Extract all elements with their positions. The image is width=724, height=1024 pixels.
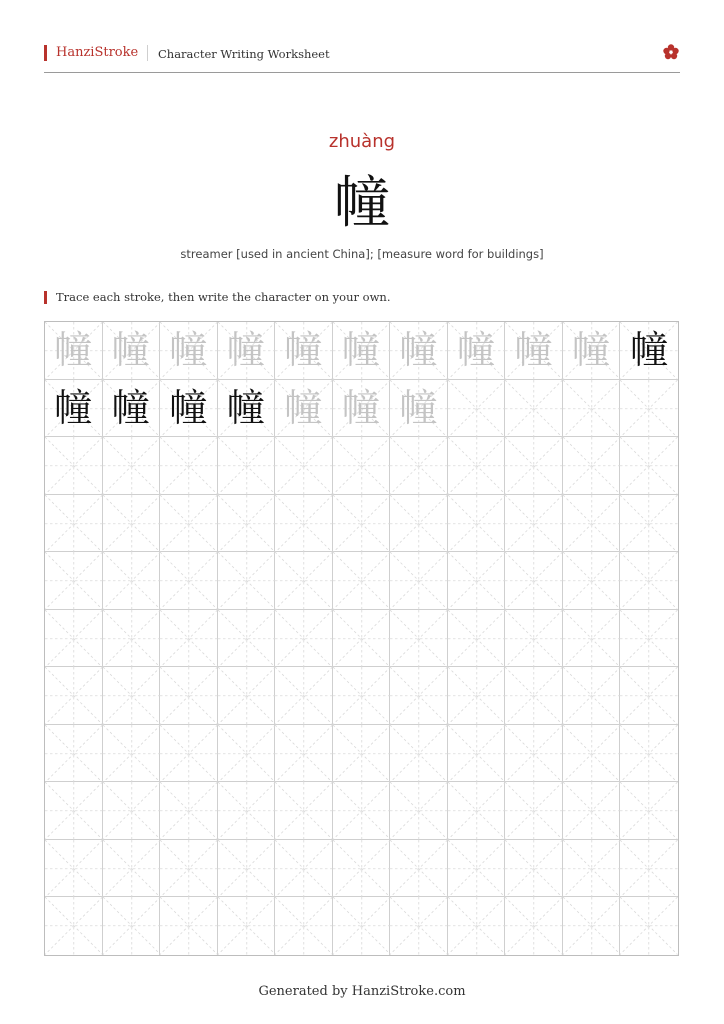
cell-guide-lines: [563, 840, 621, 898]
practice-cell[interactable]: [160, 495, 218, 553]
worksheet-header: [44, 43, 680, 65]
cell-guide-lines: [333, 725, 391, 783]
practice-cell[interactable]: [275, 782, 333, 840]
cell-guide-lines: [505, 495, 563, 553]
cell-guide-lines: [45, 610, 103, 668]
cell-guide-lines: [333, 610, 391, 668]
cell-guide-lines: [45, 725, 103, 783]
practice-cell[interactable]: [160, 897, 218, 955]
plum-blossom-icon: [662, 43, 680, 61]
practice-cell[interactable]: [390, 667, 448, 725]
header-separator: [147, 45, 148, 61]
trace-character: 幢: [169, 328, 208, 372]
cell-guide-lines: [620, 437, 678, 495]
cell-guide-lines: [160, 782, 218, 840]
cell-guide-lines: [390, 610, 448, 668]
cell-guide-lines: [218, 782, 276, 840]
cell-guide-lines: [448, 552, 506, 610]
practice-cell[interactable]: [448, 610, 506, 668]
practice-grid: [44, 321, 679, 956]
trace-character: 幢: [341, 328, 380, 372]
cell-guide-lines: [620, 840, 678, 898]
cell-guide-lines: [563, 897, 621, 955]
cell-guide-lines: [563, 610, 621, 668]
practice-cell[interactable]: [275, 725, 333, 783]
practice-cell[interactable]: [103, 322, 161, 380]
practice-cell[interactable]: [333, 897, 391, 955]
cell-guide-lines: [45, 437, 103, 495]
practice-cell[interactable]: [45, 322, 103, 380]
stroke-order-character: 幢: [169, 385, 208, 430]
trace-character: 幢: [457, 328, 496, 372]
cell-guide-lines: [390, 782, 448, 840]
practice-cell[interactable]: [218, 610, 276, 668]
cell-guide-lines: [275, 610, 333, 668]
practice-cell[interactable]: [275, 380, 333, 438]
practice-cell[interactable]: [333, 782, 391, 840]
practice-cell[interactable]: [333, 437, 391, 495]
cell-guide-lines: [275, 897, 333, 955]
practice-cell[interactable]: [333, 495, 391, 553]
character-meaning: streamer [used in ancient China]; [measure word for buildings]: [180, 247, 544, 261]
practice-cell[interactable]: [218, 495, 276, 553]
practice-cell[interactable]: [45, 437, 103, 495]
practice-cell[interactable]: [333, 725, 391, 783]
practice-cell[interactable]: [390, 437, 448, 495]
cell-guide-lines: [333, 495, 391, 553]
cell-guide-lines: [160, 725, 218, 783]
trace-character: 幢: [341, 385, 380, 430]
practice-cell[interactable]: [275, 610, 333, 668]
practice-cell[interactable]: [390, 495, 448, 553]
practice-cell[interactable]: [45, 667, 103, 725]
cell-guide-lines: [620, 380, 678, 438]
practice-cell[interactable]: [218, 380, 276, 438]
practice-cell[interactable]: [620, 725, 678, 783]
practice-cell[interactable]: [45, 610, 103, 668]
cell-guide-lines: [448, 840, 506, 898]
practice-cell[interactable]: [620, 610, 678, 668]
cell-guide-lines: [45, 782, 103, 840]
practice-cell[interactable]: [45, 725, 103, 783]
practice-cell[interactable]: [563, 667, 621, 725]
cell-guide-lines: [103, 437, 161, 495]
cell-guide-lines: [333, 840, 391, 898]
trace-character: 幢: [572, 328, 611, 372]
practice-cell[interactable]: [103, 610, 161, 668]
practice-cell[interactable]: [103, 897, 161, 955]
practice-cell[interactable]: [505, 322, 563, 380]
cell-guide-lines: [218, 495, 276, 553]
cell-guide-lines: [620, 782, 678, 840]
practice-cell[interactable]: [563, 897, 621, 955]
cell-guide-lines: [448, 380, 506, 438]
main-character: 幢: [334, 171, 390, 236]
practice-cell[interactable]: [448, 322, 506, 380]
header-rule: [44, 72, 680, 73]
practice-cell[interactable]: [448, 437, 506, 495]
practice-cell[interactable]: [103, 552, 161, 610]
practice-cell[interactable]: [45, 495, 103, 553]
practice-cell[interactable]: [620, 782, 678, 840]
practice-cell[interactable]: [390, 380, 448, 438]
trace-character: 幢: [284, 328, 323, 372]
cell-guide-lines: [160, 897, 218, 955]
practice-cell[interactable]: [620, 897, 678, 955]
cell-guide-lines: [448, 725, 506, 783]
trace-character: 幢: [514, 328, 553, 372]
cell-guide-lines: [620, 725, 678, 783]
practice-cell[interactable]: [275, 495, 333, 553]
cell-guide-lines: [333, 897, 391, 955]
practice-cell[interactable]: [620, 322, 678, 380]
cell-guide-lines: [448, 782, 506, 840]
stroke-order-character: 幢: [630, 328, 669, 372]
stroke-order-character: 幢: [226, 385, 265, 430]
practice-cell[interactable]: [218, 322, 276, 380]
practice-cell[interactable]: [563, 437, 621, 495]
practice-cell[interactable]: [160, 840, 218, 898]
practice-cell[interactable]: [390, 782, 448, 840]
cell-guide-lines: [505, 782, 563, 840]
cell-guide-lines: [390, 897, 448, 955]
practice-cell[interactable]: [390, 840, 448, 898]
cell-guide-lines: [505, 897, 563, 955]
cell-guide-lines: [45, 840, 103, 898]
practice-cell[interactable]: [103, 782, 161, 840]
cell-guide-lines: [103, 725, 161, 783]
cell-guide-lines: [390, 725, 448, 783]
cell-guide-lines: [448, 437, 506, 495]
practice-cell[interactable]: [45, 552, 103, 610]
practice-cell[interactable]: [448, 840, 506, 898]
practice-cell[interactable]: [160, 437, 218, 495]
practice-cell[interactable]: [505, 552, 563, 610]
accent-bar: [44, 45, 47, 61]
cell-guide-lines: [45, 495, 103, 553]
cell-guide-lines: [160, 552, 218, 610]
practice-cell[interactable]: [505, 495, 563, 553]
cell-guide-lines: [160, 495, 218, 553]
practice-cell[interactable]: [563, 495, 621, 553]
practice-cell[interactable]: [390, 897, 448, 955]
cell-guide-lines: [275, 552, 333, 610]
practice-cell[interactable]: [103, 380, 161, 438]
cell-guide-lines: [275, 495, 333, 553]
practice-cell[interactable]: [448, 552, 506, 610]
cell-guide-lines: [563, 667, 621, 725]
practice-cell[interactable]: [333, 610, 391, 668]
cell-guide-lines: [620, 552, 678, 610]
practice-cell[interactable]: [620, 840, 678, 898]
practice-cell[interactable]: [45, 782, 103, 840]
practice-cell[interactable]: [563, 322, 621, 380]
practice-cell[interactable]: [620, 667, 678, 725]
practice-cell[interactable]: [505, 667, 563, 725]
cell-guide-lines: [505, 840, 563, 898]
practice-cell[interactable]: [160, 552, 218, 610]
cell-guide-lines: [505, 552, 563, 610]
practice-cell[interactable]: [505, 610, 563, 668]
cell-guide-lines: [390, 840, 448, 898]
cell-guide-lines: [505, 437, 563, 495]
trace-character: 幢: [399, 328, 438, 372]
practice-cell[interactable]: [620, 437, 678, 495]
practice-cell[interactable]: [505, 897, 563, 955]
cell-guide-lines: [448, 667, 506, 725]
cell-guide-lines: [103, 840, 161, 898]
cell-guide-lines: [563, 552, 621, 610]
cell-guide-lines: [218, 897, 276, 955]
practice-cell[interactable]: [275, 322, 333, 380]
cell-guide-lines: [275, 840, 333, 898]
practice-cell[interactable]: [218, 552, 276, 610]
practice-cell[interactable]: [275, 840, 333, 898]
brand-name[interactable]: HanziStroke: [56, 45, 139, 60]
practice-cell[interactable]: [45, 840, 103, 898]
cell-guide-lines: [275, 782, 333, 840]
cell-guide-lines: [45, 667, 103, 725]
practice-cell[interactable]: [620, 552, 678, 610]
practice-cell[interactable]: [275, 897, 333, 955]
cell-guide-lines: [103, 552, 161, 610]
practice-cell[interactable]: [390, 610, 448, 668]
practice-cell[interactable]: [218, 840, 276, 898]
cell-guide-lines: [160, 667, 218, 725]
practice-cell[interactable]: [333, 380, 391, 438]
cell-guide-lines: [563, 725, 621, 783]
practice-cell[interactable]: [45, 380, 103, 438]
practice-cell[interactable]: [505, 725, 563, 783]
trace-character: 幢: [284, 385, 323, 430]
instruction-text: Trace each stroke, then write the character on your own.: [56, 290, 391, 304]
pinyin: zhuàng: [328, 131, 396, 152]
cell-guide-lines: [620, 897, 678, 955]
cell-guide-lines: [505, 610, 563, 668]
cell-guide-lines: [218, 840, 276, 898]
cell-guide-lines: [103, 897, 161, 955]
trace-character: 幢: [111, 328, 150, 372]
trace-character: 幢: [399, 385, 438, 430]
practice-cell[interactable]: [333, 840, 391, 898]
practice-cell[interactable]: [160, 725, 218, 783]
cell-guide-lines: [390, 552, 448, 610]
practice-cell[interactable]: [160, 380, 218, 438]
practice-cell[interactable]: [275, 552, 333, 610]
practice-cell[interactable]: [160, 782, 218, 840]
stroke-order-character: 幢: [111, 385, 150, 430]
cell-guide-lines: [620, 667, 678, 725]
practice-cell[interactable]: [103, 725, 161, 783]
cell-guide-lines: [505, 380, 563, 438]
cell-guide-lines: [505, 725, 563, 783]
cell-guide-lines: [45, 552, 103, 610]
trace-character: 幢: [226, 328, 265, 372]
cell-guide-lines: [218, 437, 276, 495]
practice-cell[interactable]: [448, 667, 506, 725]
practice-cell[interactable]: [390, 552, 448, 610]
practice-cell[interactable]: [448, 380, 506, 438]
cell-guide-lines: [218, 667, 276, 725]
practice-cell[interactable]: [563, 552, 621, 610]
cell-guide-lines: [103, 610, 161, 668]
practice-cell[interactable]: [448, 782, 506, 840]
practice-cell[interactable]: [563, 840, 621, 898]
cell-guide-lines: [160, 840, 218, 898]
cell-guide-lines: [620, 610, 678, 668]
cell-guide-lines: [275, 667, 333, 725]
cell-guide-lines: [160, 610, 218, 668]
worksheet-subtitle: Character Writing Worksheet: [158, 47, 330, 61]
cell-guide-lines: [563, 495, 621, 553]
practice-cell[interactable]: [275, 437, 333, 495]
practice-cell[interactable]: [218, 782, 276, 840]
practice-cell[interactable]: [390, 725, 448, 783]
cell-guide-lines: [275, 437, 333, 495]
trace-character: 幢: [54, 328, 93, 372]
practice-cell[interactable]: [275, 667, 333, 725]
footer-credit: Generated by HanziStroke.com: [258, 984, 466, 999]
accent-bar: [44, 291, 47, 304]
cell-guide-lines: [448, 610, 506, 668]
practice-cell[interactable]: [103, 667, 161, 725]
cell-guide-lines: [333, 782, 391, 840]
practice-cell[interactable]: [333, 667, 391, 725]
cell-guide-lines: [218, 610, 276, 668]
cell-guide-lines: [390, 437, 448, 495]
stroke-order-character: 幢: [54, 385, 93, 430]
practice-cell[interactable]: [160, 322, 218, 380]
practice-cell[interactable]: [448, 897, 506, 955]
practice-cell[interactable]: [620, 495, 678, 553]
cell-guide-lines: [563, 380, 621, 438]
cell-guide-lines: [218, 725, 276, 783]
cell-guide-lines: [563, 437, 621, 495]
practice-cell[interactable]: [505, 782, 563, 840]
practice-cell[interactable]: [505, 840, 563, 898]
practice-cell[interactable]: [218, 667, 276, 725]
cell-guide-lines: [620, 495, 678, 553]
cell-guide-lines: [218, 552, 276, 610]
practice-cell[interactable]: [448, 725, 506, 783]
practice-cell[interactable]: [333, 552, 391, 610]
practice-cell[interactable]: [505, 437, 563, 495]
cell-guide-lines: [103, 782, 161, 840]
cell-guide-lines: [160, 437, 218, 495]
cell-guide-lines: [505, 667, 563, 725]
practice-cell[interactable]: [563, 610, 621, 668]
cell-guide-lines: [275, 725, 333, 783]
practice-cell[interactable]: [103, 437, 161, 495]
practice-cell[interactable]: [103, 495, 161, 553]
cell-guide-lines: [390, 667, 448, 725]
practice-cell[interactable]: [218, 725, 276, 783]
cell-guide-lines: [448, 897, 506, 955]
practice-cell[interactable]: [218, 437, 276, 495]
practice-cell[interactable]: [160, 667, 218, 725]
practice-cell[interactable]: [563, 725, 621, 783]
cell-guide-lines: [390, 495, 448, 553]
practice-cell[interactable]: [620, 380, 678, 438]
practice-cell[interactable]: [563, 782, 621, 840]
practice-cell[interactable]: [218, 897, 276, 955]
cell-guide-lines: [333, 552, 391, 610]
practice-cell[interactable]: [505, 380, 563, 438]
practice-cell[interactable]: [563, 380, 621, 438]
practice-cell[interactable]: [103, 840, 161, 898]
practice-cell[interactable]: [448, 495, 506, 553]
cell-guide-lines: [103, 667, 161, 725]
cell-guide-lines: [45, 897, 103, 955]
practice-cell[interactable]: [333, 322, 391, 380]
practice-cell[interactable]: [45, 897, 103, 955]
cell-guide-lines: [563, 782, 621, 840]
cell-guide-lines: [333, 437, 391, 495]
practice-cell[interactable]: [390, 322, 448, 380]
cell-guide-lines: [448, 495, 506, 553]
practice-cell[interactable]: [160, 610, 218, 668]
cell-guide-lines: [103, 495, 161, 553]
cell-guide-lines: [333, 667, 391, 725]
